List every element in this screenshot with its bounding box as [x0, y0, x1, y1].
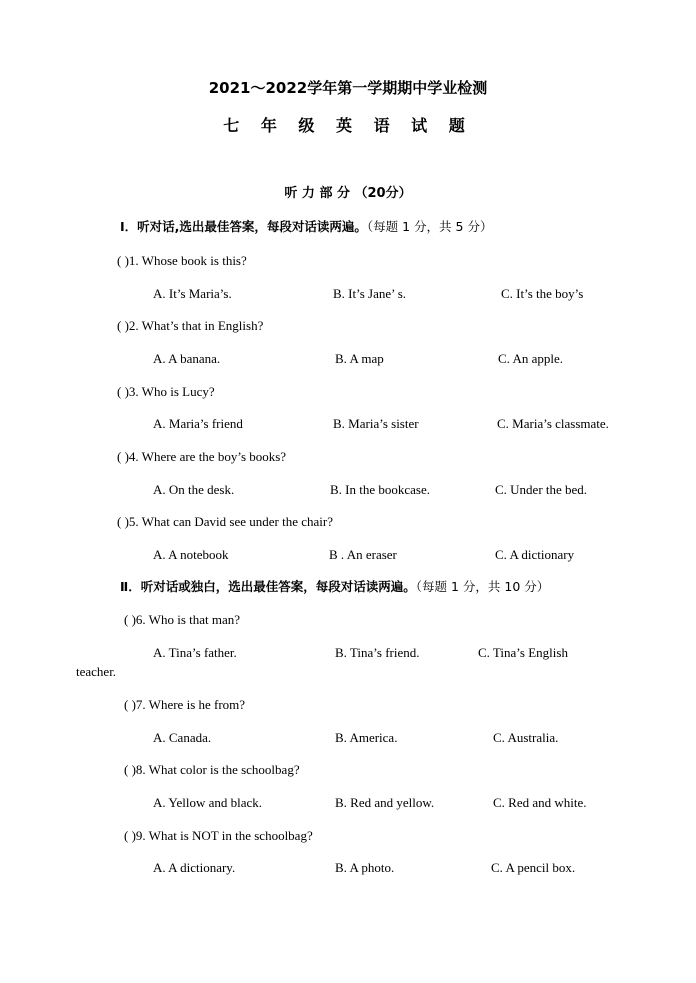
- question-2: [117, 318, 263, 334]
- question-text: 8. What color is the schoolbag?: [135, 762, 300, 777]
- part1-heading: [120, 219, 492, 235]
- question-5: [117, 514, 333, 530]
- answer-blank[interactable]: ( ): [117, 514, 129, 529]
- option-b: B. A map: [335, 351, 384, 366]
- option-b: B. A photo.: [335, 860, 395, 875]
- option-a: A. On the desk.: [153, 482, 235, 497]
- part1-heading-text: Ⅰ．听对话,选出最佳答案，每段对话读两遍。: [120, 219, 367, 234]
- answer-blank[interactable]: ( ): [124, 828, 136, 843]
- question-6: [124, 612, 240, 628]
- option-c: C. Australia.: [493, 730, 559, 745]
- exam-subtitle: 七 年 级 英 语 试 题: [223, 116, 473, 135]
- option-b: B. Red and yellow.: [335, 795, 435, 810]
- option-b: B. Tina’s friend.: [335, 645, 420, 660]
- option-a: A. A banana.: [153, 351, 221, 366]
- option-c: C. It’s the boy’s: [501, 286, 584, 301]
- part2-heading: [120, 579, 549, 595]
- question-7: [124, 697, 245, 713]
- listening-label: 听 力 部 分: [284, 186, 350, 201]
- question-text: 7. Where is he from?: [135, 697, 246, 712]
- question-text: 1. Whose book is this?: [128, 253, 247, 268]
- part1-heading-note: （每题 1 分，共 5 分）: [366, 219, 493, 234]
- question-text: 6. Who is that man?: [135, 612, 241, 627]
- option-b: B. In the bookcase.: [330, 482, 431, 497]
- listening-section-title: [0, 186, 696, 202]
- part2-heading-text: Ⅱ．听对话或独白，选出最佳答案，每段对话读两遍。: [120, 579, 416, 594]
- option-c-wrap: teacher.: [76, 664, 117, 679]
- option-c: C. A dictionary: [495, 547, 575, 562]
- answer-blank[interactable]: ( ): [117, 449, 129, 464]
- question-4: [117, 449, 286, 465]
- question-3: [117, 384, 215, 400]
- answer-blank[interactable]: ( ): [117, 253, 129, 268]
- option-c: C. Tina’s English: [478, 645, 568, 660]
- question-text: 4. Where are the boy’s books?: [128, 449, 287, 464]
- question-9: [124, 828, 313, 844]
- option-c: C. A pencil box.: [491, 860, 576, 875]
- answer-blank[interactable]: ( ): [124, 762, 136, 777]
- answer-blank[interactable]: ( ): [124, 697, 136, 712]
- question-text: 5. What can David see under the chair?: [128, 514, 333, 529]
- option-b: B. It’s Jane’ s.: [333, 286, 407, 301]
- option-b: B . An eraser: [329, 547, 397, 562]
- question-text: 9. What is NOT in the schoolbag?: [135, 828, 313, 843]
- option-a: A. A notebook: [153, 547, 229, 562]
- option-c: C. Maria’s classmate.: [497, 416, 609, 431]
- option-a: A. Canada.: [153, 730, 212, 745]
- answer-blank[interactable]: ( ): [117, 318, 129, 333]
- question-text: 2. What’s that in English?: [128, 318, 264, 333]
- option-a: A. Tina’s father.: [153, 645, 237, 660]
- exam-title: 2021～2022学年第一学期期中学业检测: [208, 79, 488, 97]
- option-a: A. Maria’s friend: [153, 416, 243, 431]
- option-c: C. Red and white.: [493, 795, 587, 810]
- option-b: B. America.: [335, 730, 398, 745]
- option-a: A. A dictionary.: [153, 860, 236, 875]
- option-a: A. Yellow and black.: [153, 795, 263, 810]
- option-b: B. Maria’s sister: [333, 416, 419, 431]
- option-c: C. Under the bed.: [495, 482, 588, 497]
- option-a: A. It’s Maria’s.: [153, 286, 232, 301]
- option-c: C. An apple.: [498, 351, 563, 366]
- answer-blank[interactable]: ( ): [117, 384, 129, 399]
- listening-score: （20分）: [354, 186, 412, 201]
- question-1: [117, 253, 247, 269]
- answer-blank[interactable]: ( ): [124, 612, 136, 627]
- question-8: [124, 762, 300, 778]
- question-text: 3. Who is Lucy?: [128, 384, 215, 399]
- part2-heading-note: （每题 1 分，共 10 分）: [415, 579, 550, 594]
